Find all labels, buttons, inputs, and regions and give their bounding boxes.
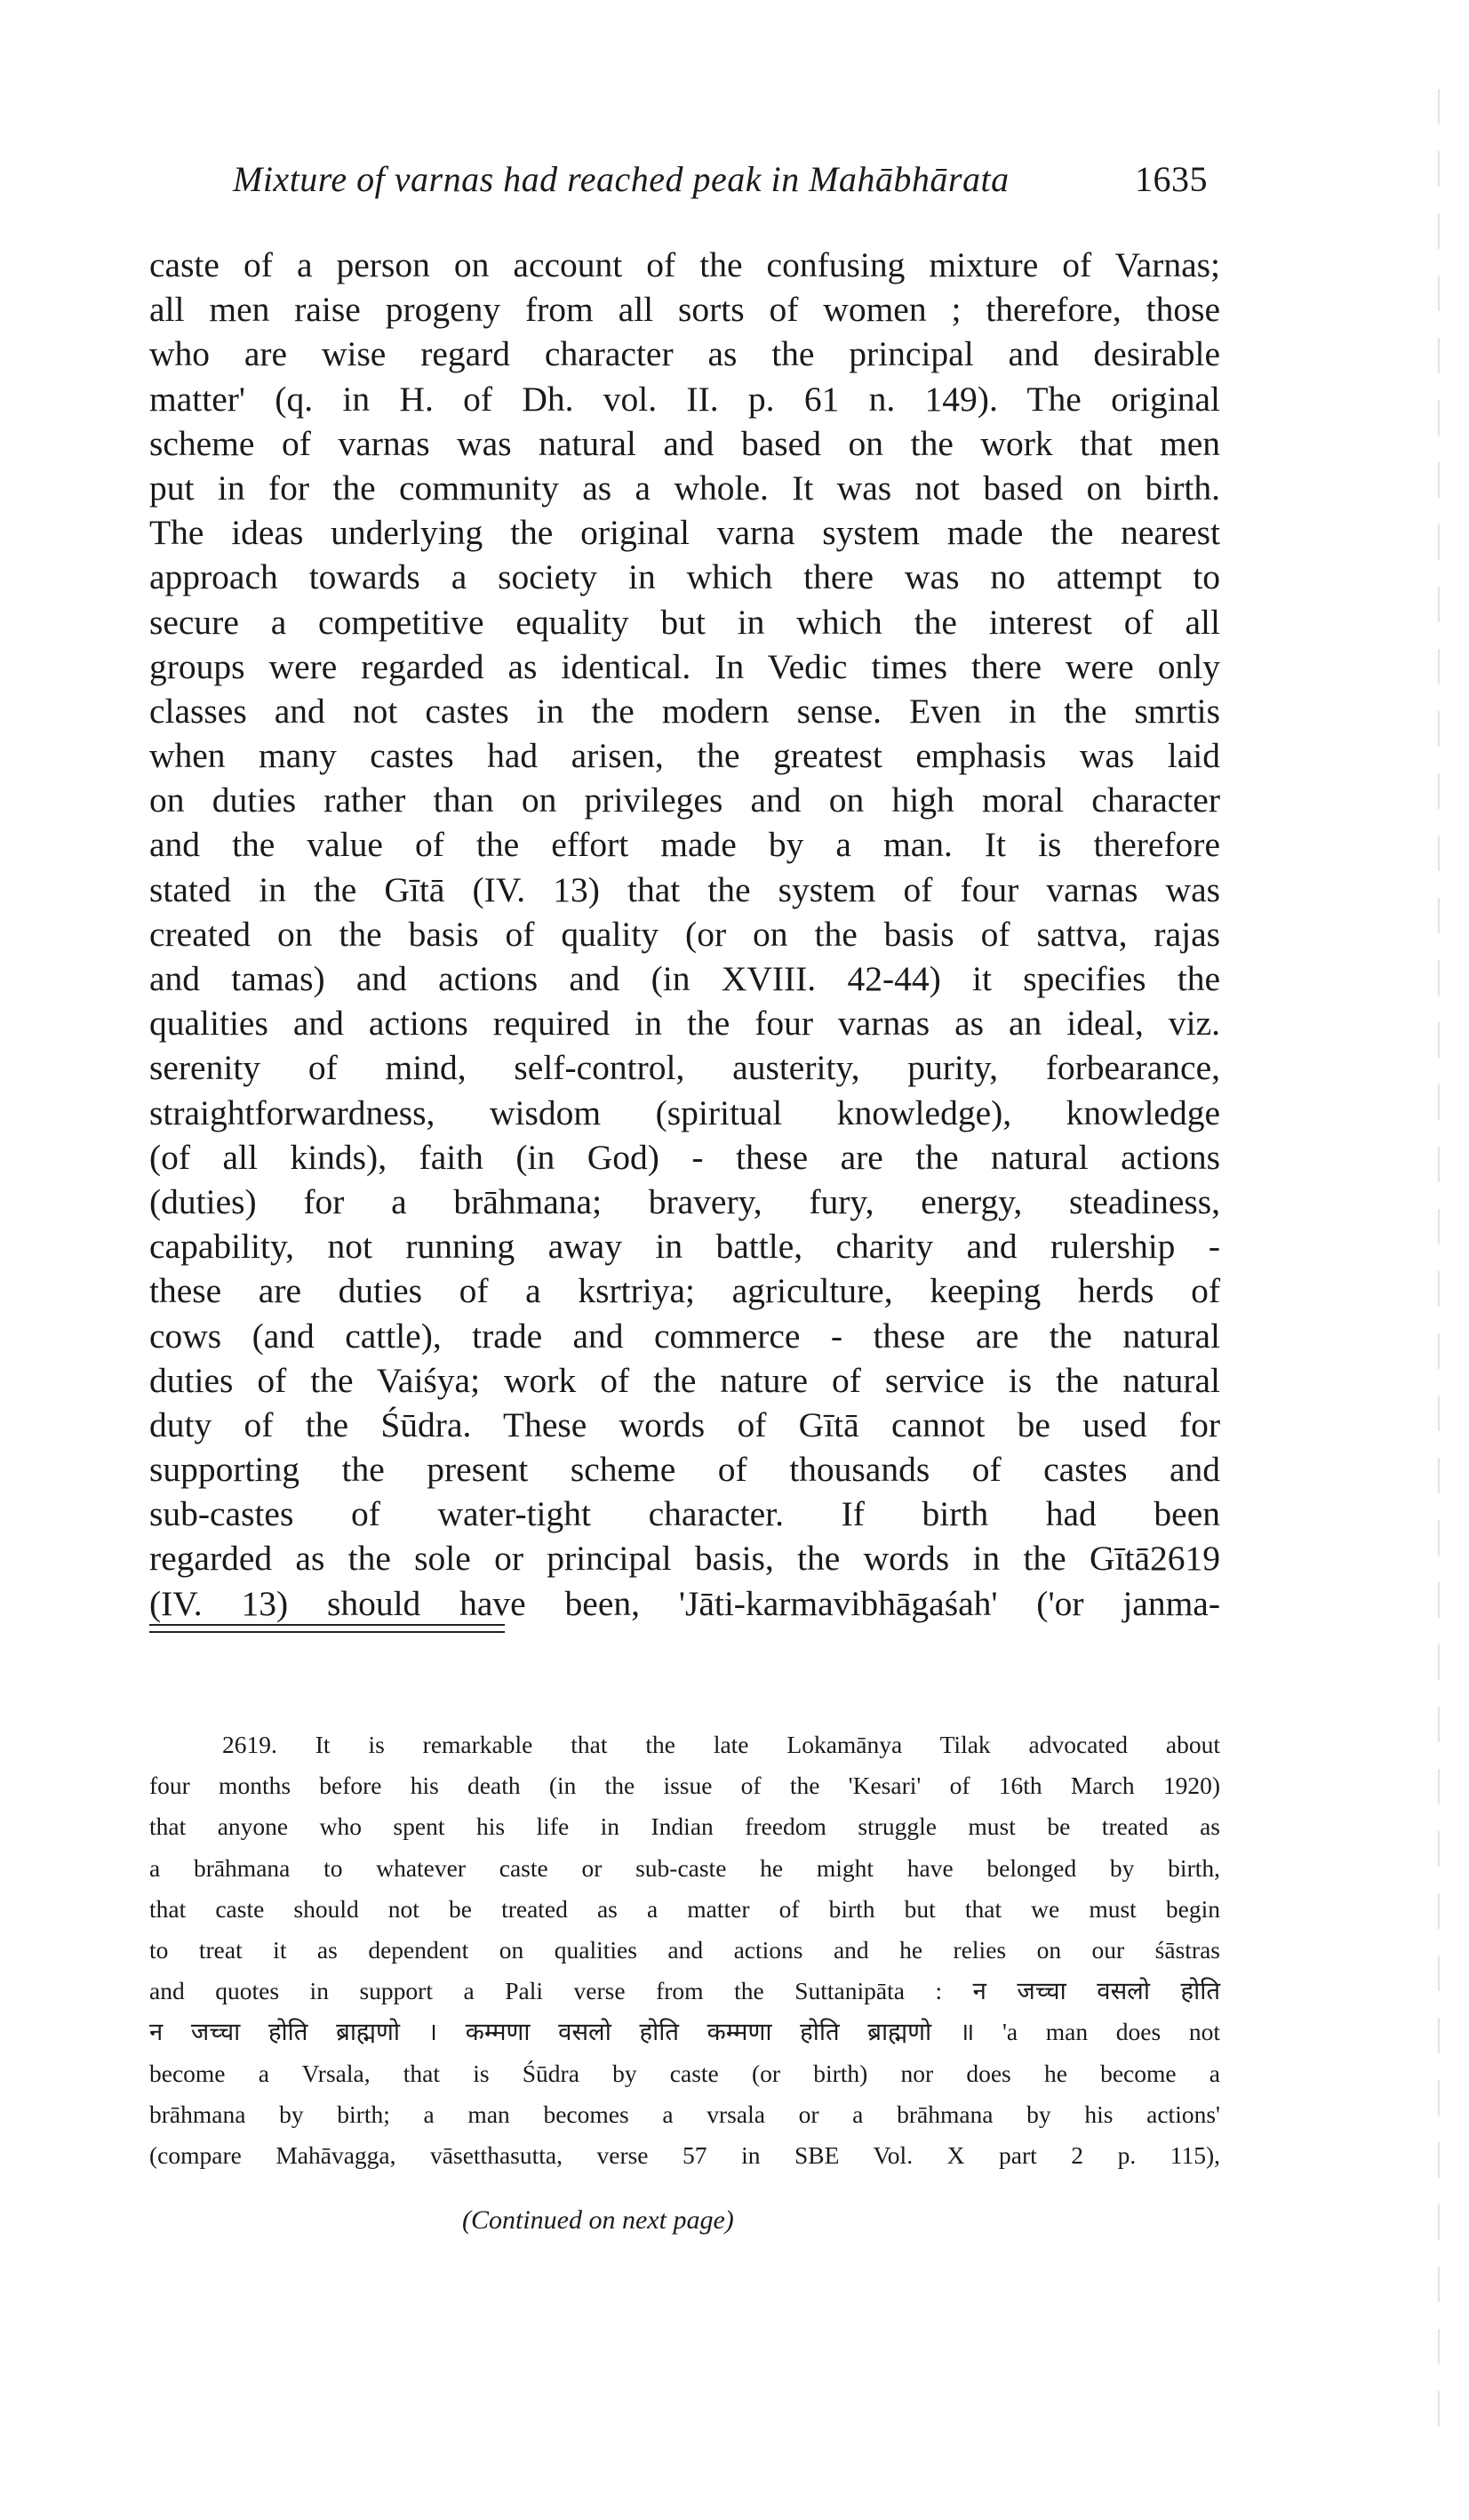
running-head-title: Mixture of varnas had reached peak in Mahābhārata: [233, 159, 1010, 199]
body-line: all men raise progeny from all sorts of women ; therefore, those: [149, 290, 1220, 330]
body-line: these are duties of a ksrtriya; agriculture, keeping herds of: [149, 1271, 1220, 1311]
footnote-line: brāhmana by birth; a man becomes a vrsala or a brāhmana by his actions': [149, 2100, 1220, 2128]
body-line: supporting the present scheme of thousands of castes and: [149, 1450, 1220, 1490]
body-line: qualities and actions required in the four varnas as an ideal, viz.: [149, 1004, 1220, 1044]
body-line: groups were regarded as identical. In Vedic times there were only: [149, 646, 1220, 686]
running-head: [233, 153, 1210, 206]
body-line: straightforwardness, wisdom (spiritual knowledge), knowledge: [149, 1092, 1220, 1132]
footnote-line: (compare Mahāvagga, vāsetthasutta, verse 57 in SBE Vol. X part 2 p. 115),: [149, 2140, 1220, 2169]
footnote-line: that anyone who spent his life in Indian freedom struggle must be treated as: [149, 1812, 1220, 1841]
body-text: [149, 243, 1220, 1626]
footnote-line: to treat it as dependent on qualities and actions and he relies on our śāstras: [149, 1935, 1220, 1964]
body-line: created on the basis of quality (or on the basis of sattva, rajas: [149, 914, 1220, 954]
body-line: (of all kinds), faith (in God) - these are the natural actions: [149, 1137, 1220, 1177]
continued-note: (Continued on next page): [462, 2205, 734, 2235]
footnote-line: न जच्चा होति ब्राह्मणो । कम्मणा वसलो होति कम्मणा होति ब्राह्मणो ॥ 'a man does not: [149, 2018, 1220, 2046]
body-line: serenity of mind, self-control, austerity, purity, forbearance,: [149, 1048, 1220, 1088]
body-line: scheme of varnas was natural and based on the work that men: [149, 423, 1220, 463]
body-line: duty of the Śūdra. These words of Gītā cannot be used for: [149, 1404, 1220, 1444]
footnote-rule-top: [149, 1624, 505, 1626]
footnote-line: 2619. It is remarkable that the late Lokamānya Tilak advocated about: [222, 1731, 1220, 1758]
body-line: (IV. 13) should have been, 'Jāti-karmavibhāgaśah' ('or janma-: [149, 1583, 1220, 1623]
scan-margin-line: [1438, 89, 1440, 2444]
body-line: capability, not running away in battle, charity and rulership -: [149, 1227, 1220, 1267]
body-line: on duties rather than on privileges and on high moral character: [149, 780, 1220, 820]
body-line: stated in the Gītā (IV. 13) that the system of four varnas was: [149, 869, 1220, 909]
footnote-line: four months before his death (in the issue of the 'Kesari' of 16th March 1920): [149, 1772, 1220, 1800]
body-line: and tamas) and actions and (in XVIII. 42-44) it specifies the: [149, 959, 1220, 998]
body-line: approach towards a society in which there was no attempt to: [149, 557, 1220, 597]
body-line: duties of the Vaiśya; work of the nature of service is the natural: [149, 1360, 1220, 1400]
body-line: put in for the community as a whole. It was not based on birth.: [149, 468, 1220, 508]
body-line: classes and not castes in the modern sense. Even in the smrtis: [149, 691, 1220, 731]
footnote-line: a brāhmana to whatever caste or sub-caste he might have belonged by birth,: [149, 1853, 1220, 1882]
body-line: The ideas underlying the original varna system made the nearest: [149, 513, 1220, 553]
body-line: when many castes had arisen, the greatest emphasis was laid: [149, 736, 1220, 776]
footnote-line: that caste should not be treated as a matter of birth but that we must begin: [149, 1894, 1220, 1923]
body-line: secure a competitive equality but in which the interest of all: [149, 602, 1220, 642]
page-number: 1635: [1135, 159, 1208, 199]
body-line: regarded as the sole or principal basis, the words in the Gītā2619: [149, 1539, 1220, 1579]
body-line: cows (and cattle), trade and commerce - these are the natural: [149, 1316, 1220, 1356]
footnote-line: and quotes in support a Pali verse from the Suttanipāta : न जच्चा वसलो होति: [149, 1977, 1220, 2005]
body-line: (duties) for a brāhmana; bravery, fury, energy, steadiness,: [149, 1181, 1220, 1221]
footnote-line: become a Vrsala, that is Śūdra by caste (or birth) nor does he become a: [149, 2059, 1220, 2087]
footnote-rule-bottom: [149, 1631, 505, 1633]
body-line: who are wise regard character as the principal and desirable: [149, 334, 1220, 374]
body-line: caste of a person on account of the confusing mixture of Varnas;: [149, 245, 1220, 284]
body-line: sub-castes of water-tight character. If birth had been: [149, 1494, 1220, 1534]
body-line: and the value of the effort made by a man. It is therefore: [149, 825, 1220, 865]
body-line: matter' (q. in H. of Dh. vol. II. p. 61 n. 149). The original: [149, 379, 1220, 419]
footnote: [149, 1724, 1220, 2176]
